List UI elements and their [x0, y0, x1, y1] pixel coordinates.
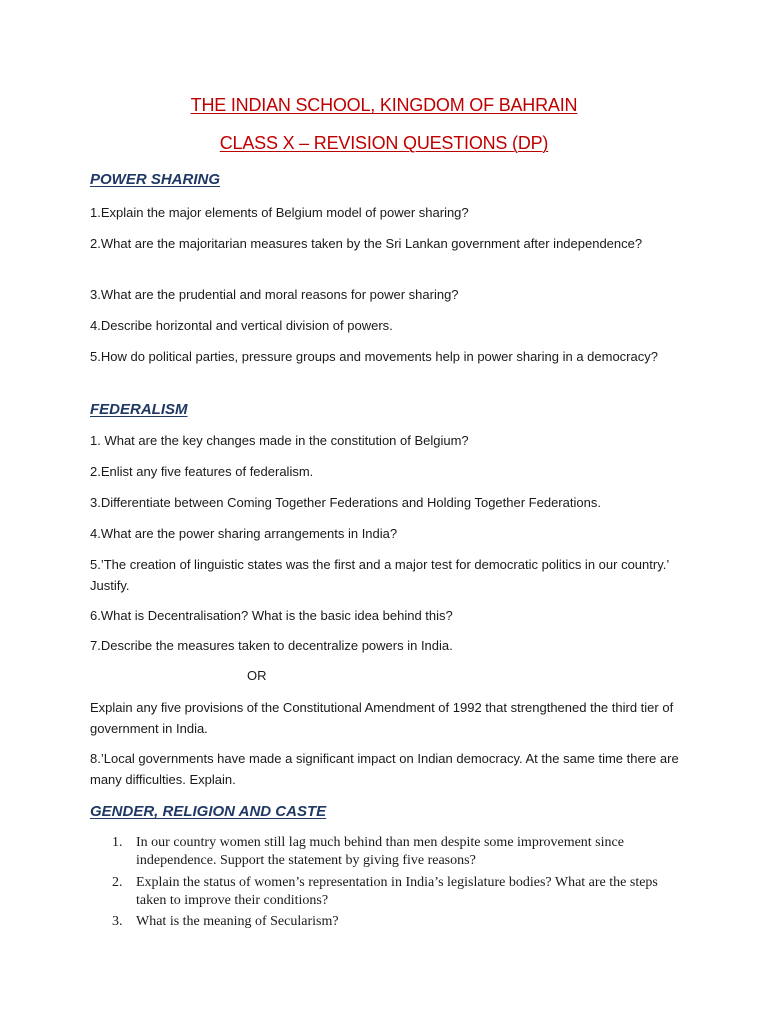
- question-federalism-7-alternative: Explain any five provisions of the Constitutional Amendment of 1992 that strengthened the third tier of government in India.: [90, 700, 674, 736]
- list-item: [112, 834, 672, 869]
- list-item-text: Explain the status of women’s representation in India’s legislature bodies? What are the steps taken to improve their conditions?: [136, 875, 658, 908]
- question-power-sharing-2: 2.What are the majoritarian measures taken by the Sri Lankan government after independence?: [90, 236, 643, 251]
- list-item: [112, 913, 672, 931]
- question-power-sharing-5: 5.How do political parties, pressure groups and movements help in power sharing in a democracy?: [90, 349, 658, 364]
- question-federalism-5: 5.’The creation of linguistic states was the first and a major test for democratic politics in our country.’ Justify.: [90, 557, 669, 593]
- school-title: THE INDIAN SCHOOL, KINGDOM OF BAHRAIN: [190, 95, 578, 115]
- list-item-text: What is the meaning of Secularism?: [136, 914, 339, 929]
- section-heading-gender-religion-caste: GENDER, RELIGION AND CASTE: [90, 803, 327, 820]
- question-federalism-6: 6.What is Decentralisation? What is the basic idea behind this?: [90, 608, 453, 623]
- list-item: [112, 874, 672, 909]
- question-federalism-1: 1. What are the key changes made in the constitution of Belgium?: [90, 433, 469, 448]
- document-title: CLASS X – REVISION QUESTIONS (DP): [219, 133, 549, 153]
- question-federalism-3: 3.Differentiate between Coming Together Federations and Holding Together Federations.: [90, 495, 601, 510]
- list-item-number: 2.: [112, 875, 123, 890]
- question-federalism-7: 7.Describe the measures taken to decentralize powers in India.: [90, 638, 453, 653]
- question-power-sharing-3: 3.What are the prudential and moral reasons for power sharing?: [90, 287, 459, 302]
- question-power-sharing-4: 4.Describe horizontal and vertical division of powers.: [90, 318, 393, 333]
- question-federalism-2: 2.Enlist any five features of federalism.: [90, 464, 314, 479]
- list-item-number: 1.: [112, 835, 123, 850]
- section-heading-federalism: FEDERALISM: [90, 401, 188, 418]
- question-federalism-4: 4.What are the power sharing arrangements in India?: [90, 526, 398, 541]
- or-label: OR: [247, 668, 267, 683]
- section-heading-power-sharing: POWER SHARING: [90, 171, 221, 188]
- question-federalism-8: 8.’Local governments have made a significant impact on Indian democracy. At the same time there are many difficulties. Explain.: [90, 751, 679, 787]
- list-item-number: 3.: [112, 914, 123, 929]
- question-power-sharing-1: 1.Explain the major elements of Belgium model of power sharing?: [90, 205, 469, 220]
- list-item-text: In our country women still lag much behind than men despite some improvement since independence. Support the statement by giving five reasons?: [136, 835, 624, 868]
